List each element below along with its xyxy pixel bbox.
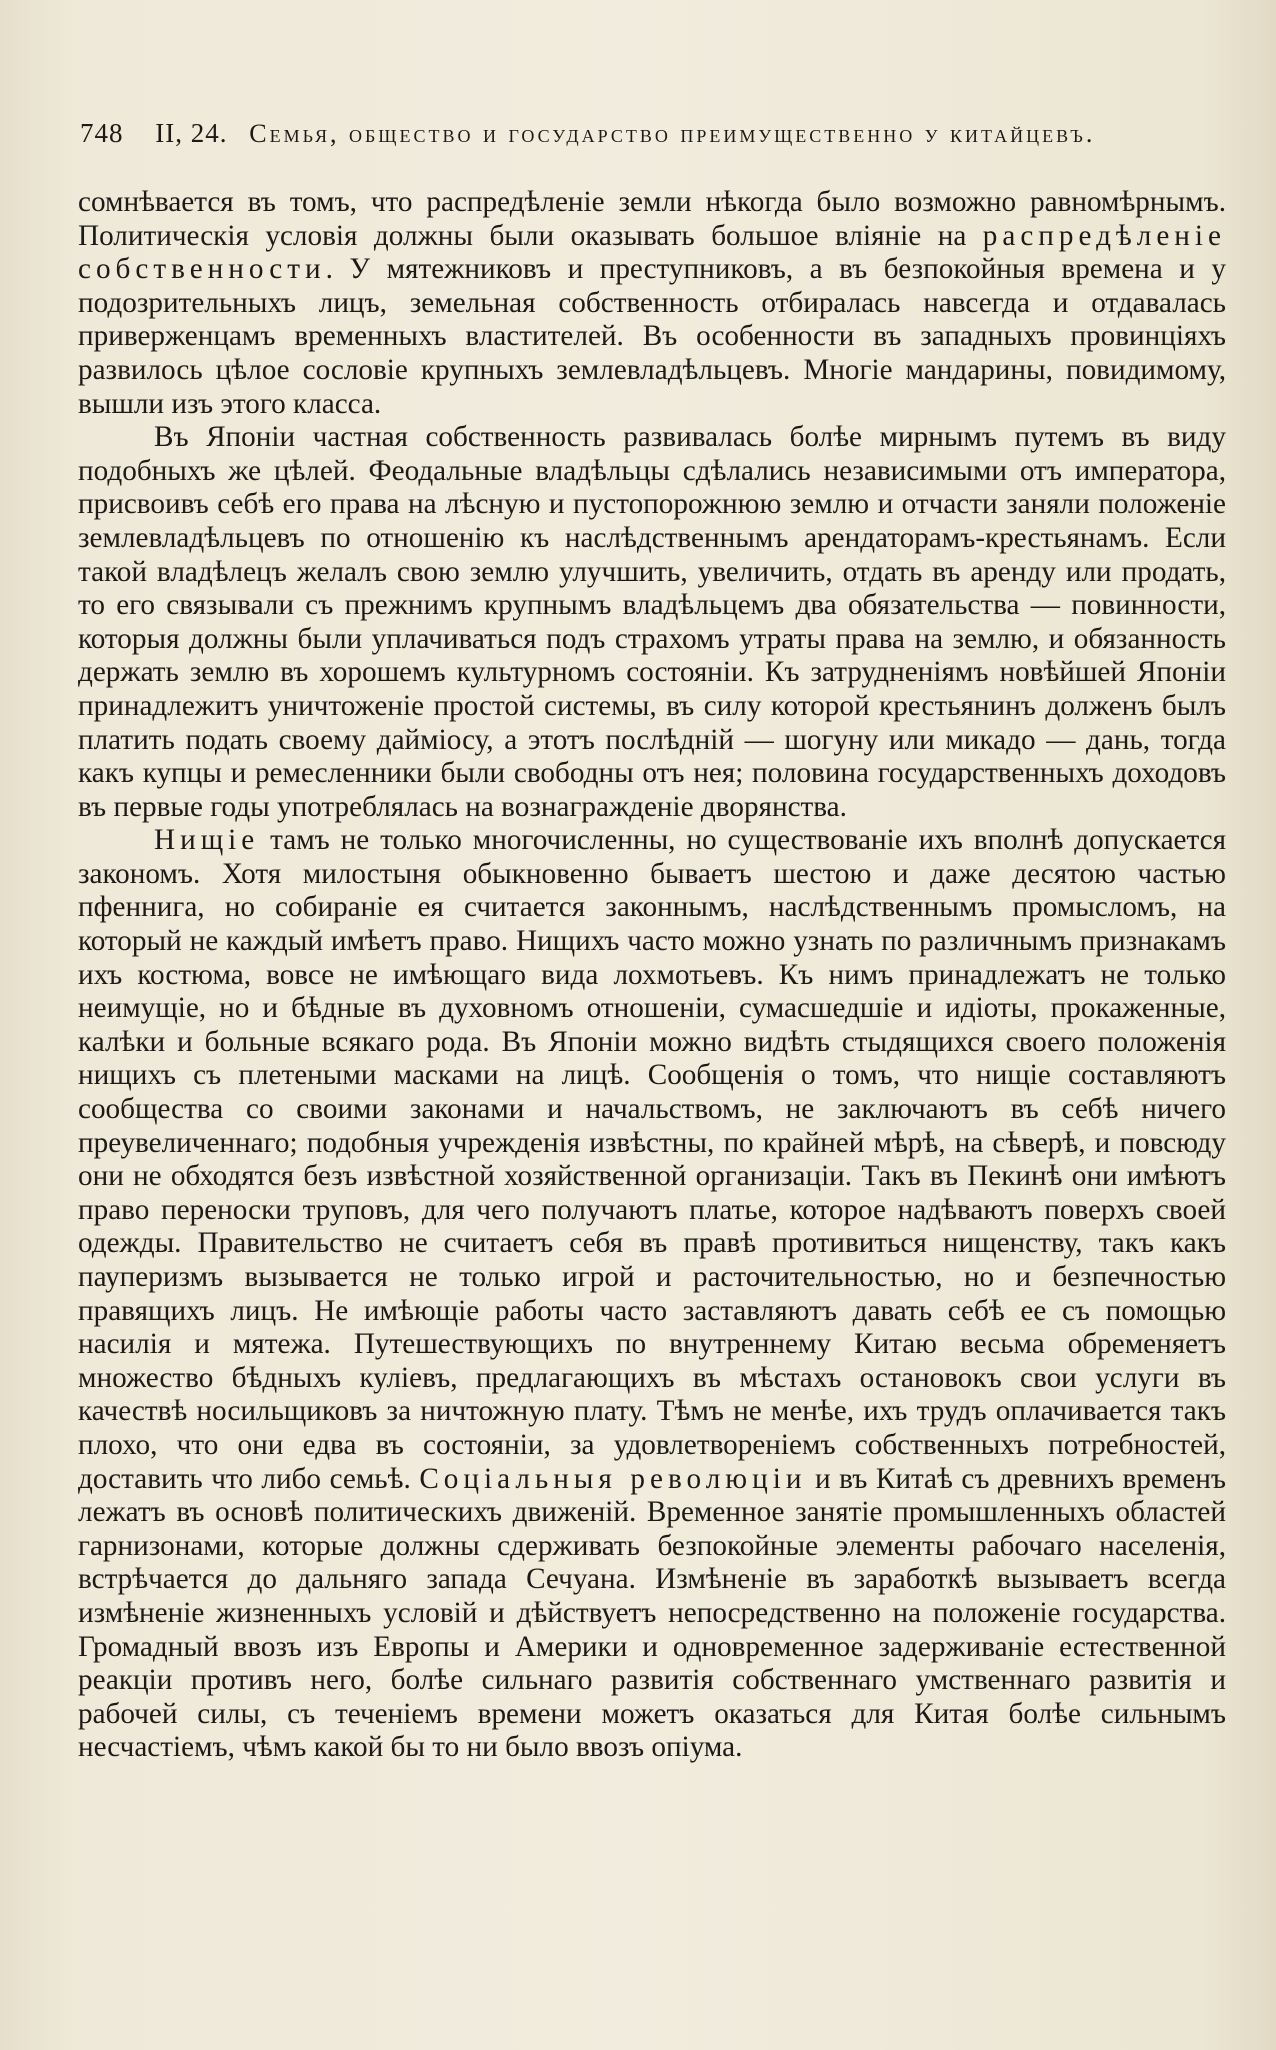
paragraph [78,824,1226,1765]
paragraph [78,186,1226,421]
paragraph [78,421,1226,824]
running-title: Семья, общество и государство преимущественно у китайцевъ. [249,119,1096,148]
spaced-emphasis: Нищіе [154,824,260,857]
page-number: 748 [80,118,124,148]
text-run: сомнѣвается въ томъ, что распредѣленіе земли нѣкогда было возможно равномѣрнымъ. Политическія условія должны были оказывать большое вліяніе на [78,186,1226,252]
text-run: тамъ не только многочисленны, но существованіе ихъ вполнѣ допускается закономъ. Хотя милостыня обыкновенно бываетъ шестою и даже десятою частью пфеннига, но собираніе ея считается законнымъ, наслѣдственнымъ промысломъ, на который не каждый имѣетъ право. Нищихъ часто можно узнать по различнымъ признакамъ ихъ костюма, вовсе не имѣющаго вида лохмотьевъ. Къ нимъ принадлежатъ не только неимущіе, но и бѣдные въ духовномъ отношеніи, сумасшедшіе и идіоты, прокаженные, калѣки и больные всякаго рода. Въ Японіи можно видѣть стыдящихся своего положенія нищихъ съ плетеными масками на лицѣ. Сообщенія о томъ, что нищіе составляютъ сообщества со своими законами и начальствомъ, не заключаютъ въ себѣ ничего преувеличеннаго; подобныя учрежденія извѣстны, по крайней мѣрѣ, на сѣверѣ, и повсюду они не обходятся безъ извѣстной хозяйственной организаціи. Такъ въ Пекинѣ они имѣютъ право переноски труповъ, для чего получаютъ платье, которое надѣваютъ поверхъ своей одежды. Правительство не считаетъ себя въ правѣ противиться нищенству, такъ какъ пауперизмъ вызывается не только игрой и расточительностью, но и безпечностью правящихъ лицъ. Не имѣющіе работы часто заставляютъ давать себѣ ее съ помощью насилія и мятежа. Путешествующихъ по внутреннему Китаю весьма обременяетъ множество бѣдныхъ кулiевъ, предлагающихъ въ мѣстахъ остановокъ свои услуги въ качествѣ носильщиковъ за ничтожную плату. Тѣмъ не менѣе, ихъ трудъ оплачивается такъ плохо, что они едва въ состояніи, за удовлетвореніемъ собственныхъ потребностей, доставить что либо семьѣ. [78,824,1226,1495]
running-header [80,118,1240,149]
text-run: Въ Японіи частная собственность развивалась болѣе мирнымъ путемъ въ виду подобныхъ же цѣлей. Феодальные владѣльцы сдѣлались независимыми отъ императора, присвоивъ себѣ его права на лѣсную и пустопорожнюю землю и отчасти заняли положеніе землевладѣльцевъ по отношенію къ наслѣдственнымъ арендаторамъ-крестьянамъ. Если такой владѣлецъ желалъ свою землю улучшить, увеличить, отдать въ аренду или продать, то его связывали съ прежнимъ крупнымъ владѣльцемъ два обязательства — повинности, которыя должны были уплачиваться подъ страхомъ утраты права на землю, и обязанность держать землю въ хорошемъ культурномъ состояніи. Къ затрудненіямъ новѣйшей Японіи принадлежитъ уничтоженіе простой системы, въ силу которой крестьянинъ долженъ былъ платить подать своему даймiосу, а этотъ послѣдній — шогуну или микадо — дань, тогда какъ купцы и ремесленники были свободны отъ нея; половина государственныхъ доходовъ въ первые годы употреблялась на вознагражденіе дворянства. [78,421,1226,823]
section-number: II, 24. [155,118,228,148]
text-run: и въ Китаѣ съ древнихъ временъ лежатъ въ основѣ политическихъ движеній. Временное занятіе промышленныхъ областей гарнизонами, которые должны сдерживать безпокойные элементы рабочаго населенія, встрѣчается до дальняго запада Сечуана. Измѣненіе въ заработкѣ вызываетъ всегда измѣненіе жизненныхъ условій и дѣйствуетъ непосредственно на положеніе государства. Громадный ввозъ изъ Европы и Америки и одновременное задерживаніе естественной реакціи противъ него, болѣе сильнаго развитія собственнаго умственнаго развитія и рабочей силы, съ теченіемъ времени можетъ оказаться для Китая болѣе сильнымъ несчастіемъ, чѣмъ какой бы то ни было ввозъ опіума. [78,1462,1227,1764]
text-run: . У мятежниковъ и преступниковъ, а въ безпокойныя времена и у подозрительныхъ лицъ, земельная собственность отбиралась навсегда и отдавалась приверженцамъ временныхъ властителей. Въ особенности въ западныхъ провинціяхъ развилось цѣлое сословіе крупныхъ землевладѣльцевъ. Многіе мандарины, повидимому, вышли изъ этого класса. [78,253,1226,420]
spaced-emphasis: распредѣленіе собственности [78,219,1226,286]
body-text [78,186,1226,1765]
spaced-emphasis: Соціальныя революціи [419,1462,807,1495]
